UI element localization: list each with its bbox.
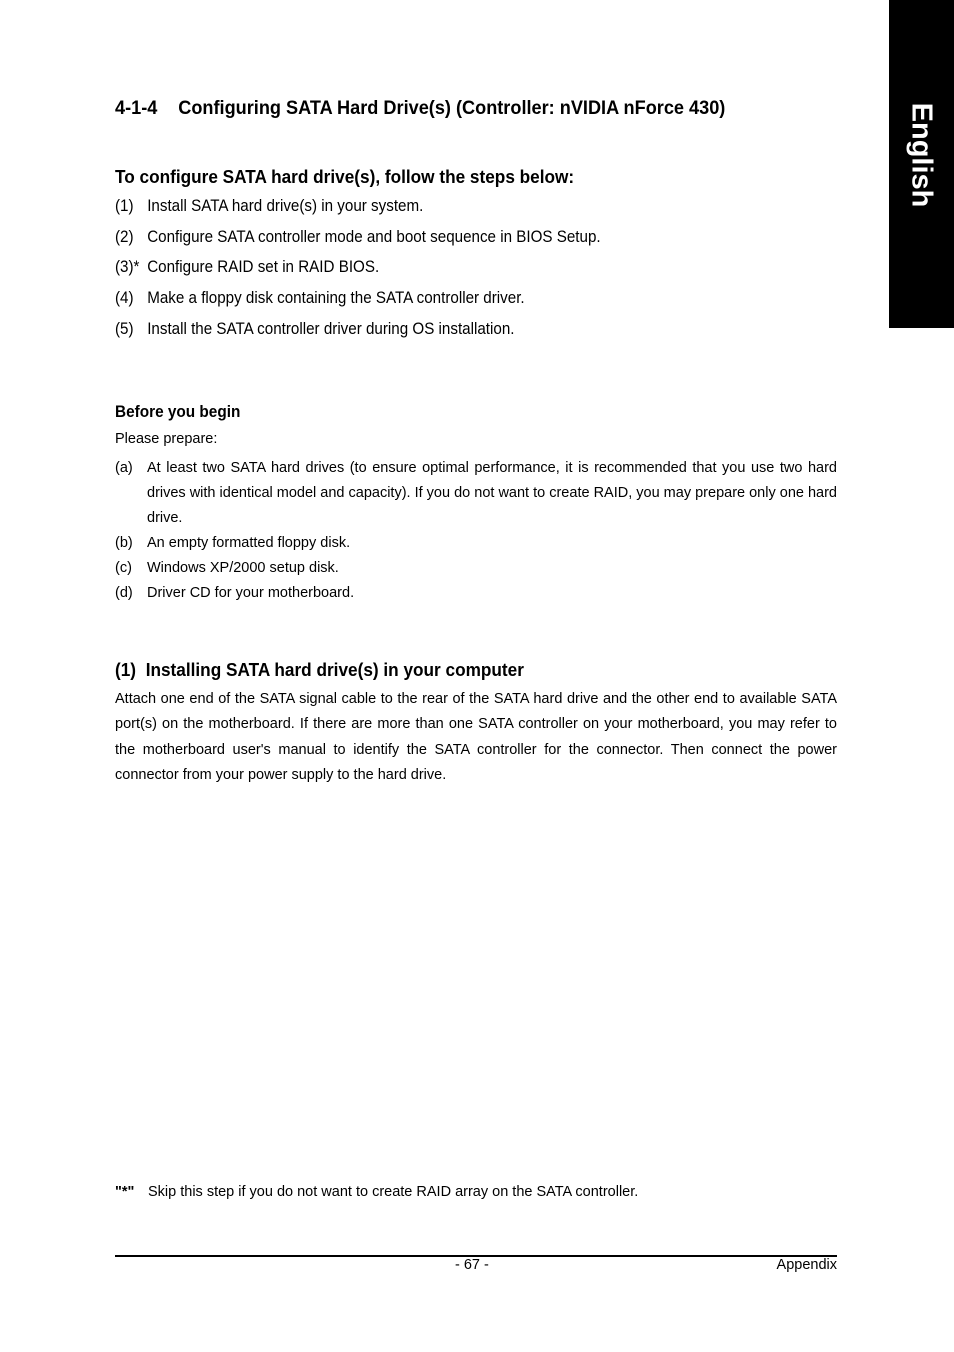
language-tab [889,0,954,328]
step-item [115,289,525,313]
before-you-begin-heading: Before you begin [115,403,241,421]
step-text: Configure RAID set in RAID BIOS. [147,258,380,276]
installing-heading-text: Installing SATA hard drive(s) in your computer [145,659,524,680]
preparation-item [115,556,837,581]
installing-body: Attach one end of the SATA signal cable to the rear of the SATA hard drive and the other end to available SATA port(s) on the motherboard. If there are more than one SATA controller on your motherboard, you may refer to the motherboard user's manual to identify the SATA controller for the connector. Then connect the power connector from your power supply to the hard drive. [115,691,837,783]
section-title-text: Configuring SATA Hard Drive(s) (Controller: nVIDIA nForce 430) [178,97,726,119]
footer-section-label: Appendix [776,1257,837,1273]
preparation-text: Windows XP/2000 setup disk. [147,560,339,576]
preparation-text: An empty formatted floppy disk. [147,535,351,551]
footnote-text: Skip this step if you do not want to create RAID array on the SATA controller. [148,1184,639,1200]
section-number: 4-1-4 [115,97,158,119]
section-title [115,97,725,120]
footnote [115,1184,638,1200]
installing-number: (1) [115,659,137,680]
step-marker: (4) [115,289,134,307]
step-item [115,228,601,252]
step-marker: (5) [115,320,134,338]
installing-heading [115,659,524,681]
preparation-marker: (d) [115,585,133,601]
preparation-item [115,531,837,556]
step-marker: (3)* [115,258,140,276]
prepare-label: Please prepare: [115,431,218,447]
step-text: Configure SATA controller mode and boot sequence in BIOS Setup. [147,228,601,246]
preparation-marker: (b) [115,535,133,551]
step-text: Make a floppy disk containing the SATA controller driver. [147,289,525,307]
language-tab-label: English [905,102,938,208]
step-text: Install SATA hard drive(s) in your system. [147,197,424,215]
step-item [115,320,515,344]
step-text: Install the SATA controller driver during OS installation. [147,320,515,338]
step-item [115,197,423,221]
page-number: - 67 - [455,1257,489,1273]
preparation-marker: (c) [115,560,132,576]
preparation-item [115,456,837,531]
preparation-text: Driver CD for your motherboard. [147,585,355,601]
preparation-item [115,581,837,606]
step-item [115,258,379,282]
preparation-marker: (a) [115,460,133,476]
footnote-mark: "*" [115,1184,135,1200]
preparation-list [115,456,837,606]
step-marker: (2) [115,228,134,246]
step-marker: (1) [115,197,134,215]
preparation-text: At least two SATA hard drives (to ensure optimal performance, it is recommended that you use two hard drives with identical model and capacity). If you do not want to create RAID, you may prepare only one hard drive. [147,460,837,526]
steps-heading: To configure SATA hard drive(s), follow the steps below: [115,166,575,187]
